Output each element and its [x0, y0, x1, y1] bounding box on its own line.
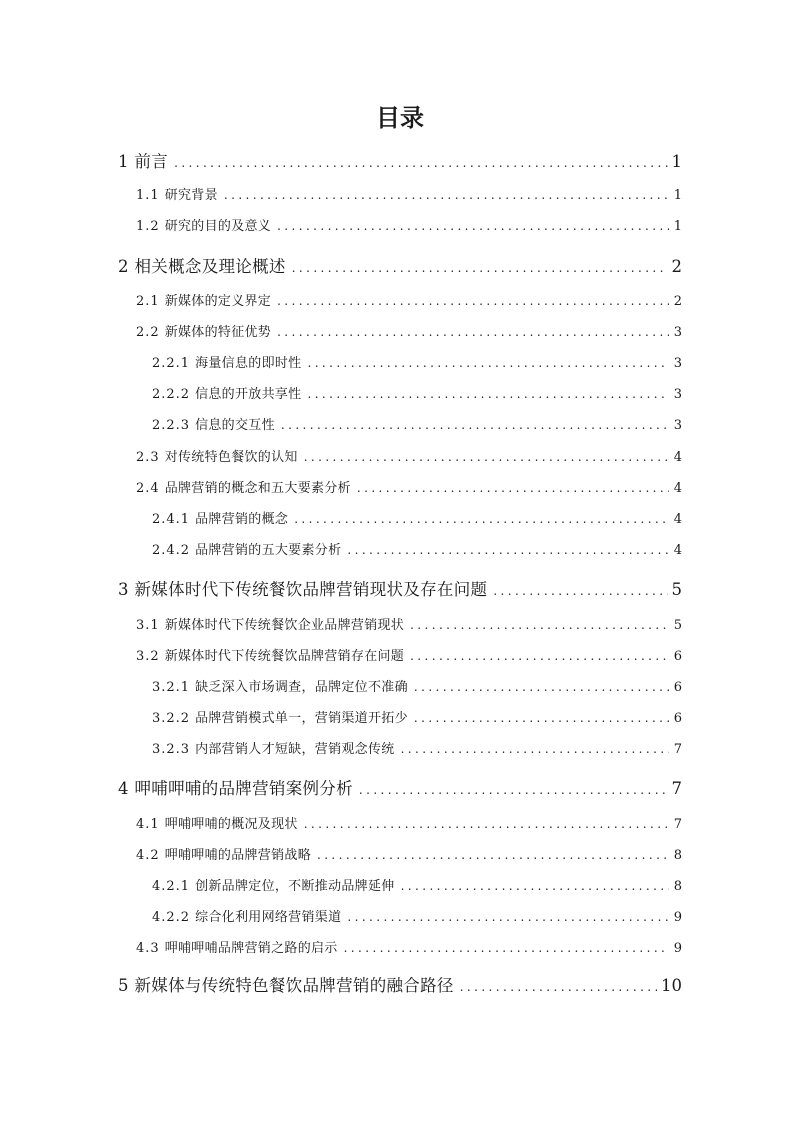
toc-entry[interactable] — [136, 286, 682, 317]
toc-entry[interactable] — [136, 610, 682, 641]
toc-entry[interactable] — [152, 504, 682, 535]
toc-entry[interactable] — [136, 317, 682, 348]
toc-entry-title: 新媒体的定义界定 — [164, 294, 272, 309]
toc-entry-number: 2.1 — [136, 294, 160, 309]
toc-entry[interactable] — [152, 703, 682, 734]
toc-entry[interactable] — [136, 211, 682, 242]
toc-entry-number: 4.2.2 — [152, 910, 191, 925]
toc-entry-number: 2.2.3 — [152, 418, 191, 433]
toc-entry-number: 1.2 — [136, 219, 160, 234]
toc-entry-number: 4.2.1 — [152, 879, 191, 894]
toc-entry-title: 研究背景 — [164, 188, 218, 203]
toc-entry[interactable] — [136, 933, 682, 964]
toc-entry-title: 内部营销人才短缺，营销观念传统 — [195, 742, 395, 757]
toc-entry-page-number: 3 — [673, 387, 682, 402]
toc-entry-page-number: 1 — [671, 152, 682, 171]
toc-entry-title: 呷哺呷哺的品牌营销战略 — [164, 848, 311, 863]
toc-entry[interactable] — [152, 410, 682, 441]
toc-entry-number: 3.1 — [136, 618, 160, 633]
dot-leader — [292, 250, 668, 286]
toc-entry-number: 2.3 — [136, 450, 160, 465]
toc-entry[interactable] — [118, 249, 682, 285]
toc-entry-title: 品牌营销模式单一，营销渠道开拓少 — [195, 711, 408, 726]
toc-entry[interactable] — [136, 840, 682, 871]
toc-entry-title: 新媒体时代下传统餐饮企业品牌营销现状 — [164, 618, 405, 633]
dot-leader — [347, 535, 669, 566]
dot-leader — [307, 348, 669, 379]
toc-entry-page-number: 5 — [671, 580, 682, 599]
dot-leader — [277, 317, 669, 348]
dot-leader — [224, 180, 669, 211]
toc-entry-title: 研究的目的及意义 — [164, 219, 272, 234]
toc-entry[interactable] — [136, 180, 682, 211]
toc-entry-page-number: 3 — [673, 418, 682, 433]
toc-entry[interactable] — [152, 348, 682, 379]
toc-entry[interactable] — [136, 473, 682, 504]
toc-entry-page-number: 8 — [673, 848, 682, 863]
dot-leader — [359, 772, 668, 808]
toc-entry-title: 对传统特色餐饮的认知 — [164, 450, 298, 465]
toc-entry[interactable] — [118, 771, 682, 807]
toc-entry[interactable] — [136, 809, 682, 840]
toc-entry-number: 2.2.2 — [152, 387, 191, 402]
toc-entry[interactable] — [152, 535, 682, 566]
toc-entry-number: 4 — [118, 779, 130, 798]
toc-entry-number: 3.2.1 — [152, 680, 191, 695]
toc-entry[interactable] — [136, 641, 682, 672]
toc-entry-title: 创新品牌定位，不断推动品牌延伸 — [195, 879, 395, 894]
toc-entry-number: 3 — [118, 580, 130, 599]
toc-entry-page-number: 3 — [673, 356, 682, 371]
toc-entry-title: 相关概念及理论概述 — [134, 257, 286, 276]
toc-entry-number: 4.1 — [136, 817, 160, 832]
toc-entry-title: 新媒体时代下传统餐饮品牌营销现状及存在问题 — [134, 580, 488, 599]
toc-entry-title: 海量信息的即时性 — [195, 356, 302, 371]
toc-entry-page-number: 6 — [673, 711, 682, 726]
toc-entry-number: 5 — [118, 976, 130, 995]
toc-entry-title: 信息的交互性 — [195, 418, 275, 433]
toc-entry-page-number: 4 — [673, 543, 682, 558]
toc-entry-number: 2.2 — [136, 325, 160, 340]
toc-entry-title: 呷哺呷哺品牌营销之路的启示 — [164, 941, 338, 956]
dot-leader — [281, 410, 669, 441]
toc-entry-title: 品牌营销的五大要素分析 — [195, 543, 342, 558]
dot-leader — [410, 641, 669, 672]
toc-entry-page-number: 9 — [673, 910, 682, 925]
toc-entry-page-number: 1 — [673, 188, 682, 203]
dot-leader — [174, 145, 667, 181]
toc-entry-page-number: 4 — [673, 512, 682, 527]
toc-entry[interactable] — [136, 442, 682, 473]
toc-entry-page-number: 2 — [673, 294, 682, 309]
toc-entry[interactable] — [118, 144, 682, 180]
toc-entry-number: 2 — [118, 257, 130, 276]
toc-entry-page-number: 1 — [673, 219, 682, 234]
dot-leader — [401, 734, 669, 765]
dot-leader — [410, 610, 669, 641]
toc-entry-page-number: 5 — [673, 618, 682, 633]
toc-entry-page-number: 8 — [673, 879, 682, 894]
dot-leader — [317, 840, 669, 871]
toc-entry[interactable] — [118, 572, 682, 608]
toc-entry-page-number: 4 — [673, 450, 682, 465]
toc-entry[interactable] — [152, 672, 682, 703]
toc-entry-number: 1.1 — [136, 188, 160, 203]
toc-entry-page-number: 9 — [673, 941, 682, 956]
toc-entry-number: 3.2 — [136, 649, 160, 664]
toc-entry-page-number: 10 — [661, 976, 682, 995]
dot-leader — [277, 211, 669, 242]
toc-entry[interactable] — [118, 968, 682, 1004]
page-title: 目录 — [376, 104, 424, 132]
toc-entry-title: 品牌营销的概念和五大要素分析 — [164, 481, 351, 496]
toc-entry-number: 3.2.2 — [152, 711, 191, 726]
toc-entry[interactable] — [152, 379, 682, 410]
toc-entry[interactable] — [152, 902, 682, 933]
dot-leader — [294, 504, 669, 535]
dot-leader — [307, 379, 669, 410]
dot-leader — [357, 473, 669, 504]
toc-entry-title: 新媒体与传统特色餐饮品牌营销的融合路径 — [134, 976, 454, 995]
toc-entry-number: 2.4.1 — [152, 512, 191, 527]
toc-entry-title: 新媒体时代下传统餐饮品牌营销存在问题 — [164, 649, 405, 664]
toc-entry-title: 综合化利用网络营销渠道 — [195, 910, 342, 925]
toc-entry-title: 缺乏深入市场调查，品牌定位不准确 — [195, 680, 408, 695]
dot-leader — [344, 933, 669, 964]
toc-entry-number: 1 — [118, 152, 130, 171]
dot-leader — [401, 871, 669, 902]
toc-entry-page-number: 4 — [673, 481, 682, 496]
dot-leader — [460, 969, 657, 1005]
toc-entry-page-number: 2 — [671, 257, 682, 276]
toc-entry-title: 信息的开放共享性 — [195, 387, 302, 402]
dot-leader — [414, 703, 669, 734]
toc-entry-number: 4.2 — [136, 848, 160, 863]
dot-leader — [304, 442, 669, 473]
toc-entry-title: 呷哺呷哺的品牌营销案例分析 — [134, 779, 353, 798]
toc-entry-title: 新媒体的特征优势 — [164, 325, 272, 340]
dot-leader — [493, 573, 667, 609]
toc-entry-page-number: 7 — [673, 817, 682, 832]
dot-leader — [304, 809, 669, 840]
toc-entry-page-number: 6 — [673, 680, 682, 695]
toc-entry[interactable] — [152, 734, 682, 765]
toc-entry[interactable] — [152, 871, 682, 902]
toc-entry-title: 前言 — [134, 152, 169, 171]
toc-entry-page-number: 7 — [673, 742, 682, 757]
toc-entry-title: 品牌营销的概念 — [195, 512, 289, 527]
toc-entry-title: 呷哺呷哺的概况及现状 — [164, 817, 298, 832]
dot-leader — [414, 672, 669, 703]
toc-entry-number: 2.4.2 — [152, 543, 191, 558]
dot-leader — [277, 286, 669, 317]
dot-leader — [347, 902, 669, 933]
toc-entry-number: 4.3 — [136, 941, 160, 956]
toc-entry-page-number: 7 — [671, 779, 682, 798]
toc-entry-number: 3.2.3 — [152, 742, 191, 757]
toc-entry-page-number: 6 — [673, 649, 682, 664]
toc-entry-number: 2.2.1 — [152, 356, 191, 371]
toc-entry-page-number: 3 — [673, 325, 682, 340]
toc-entry-number: 2.4 — [136, 481, 160, 496]
